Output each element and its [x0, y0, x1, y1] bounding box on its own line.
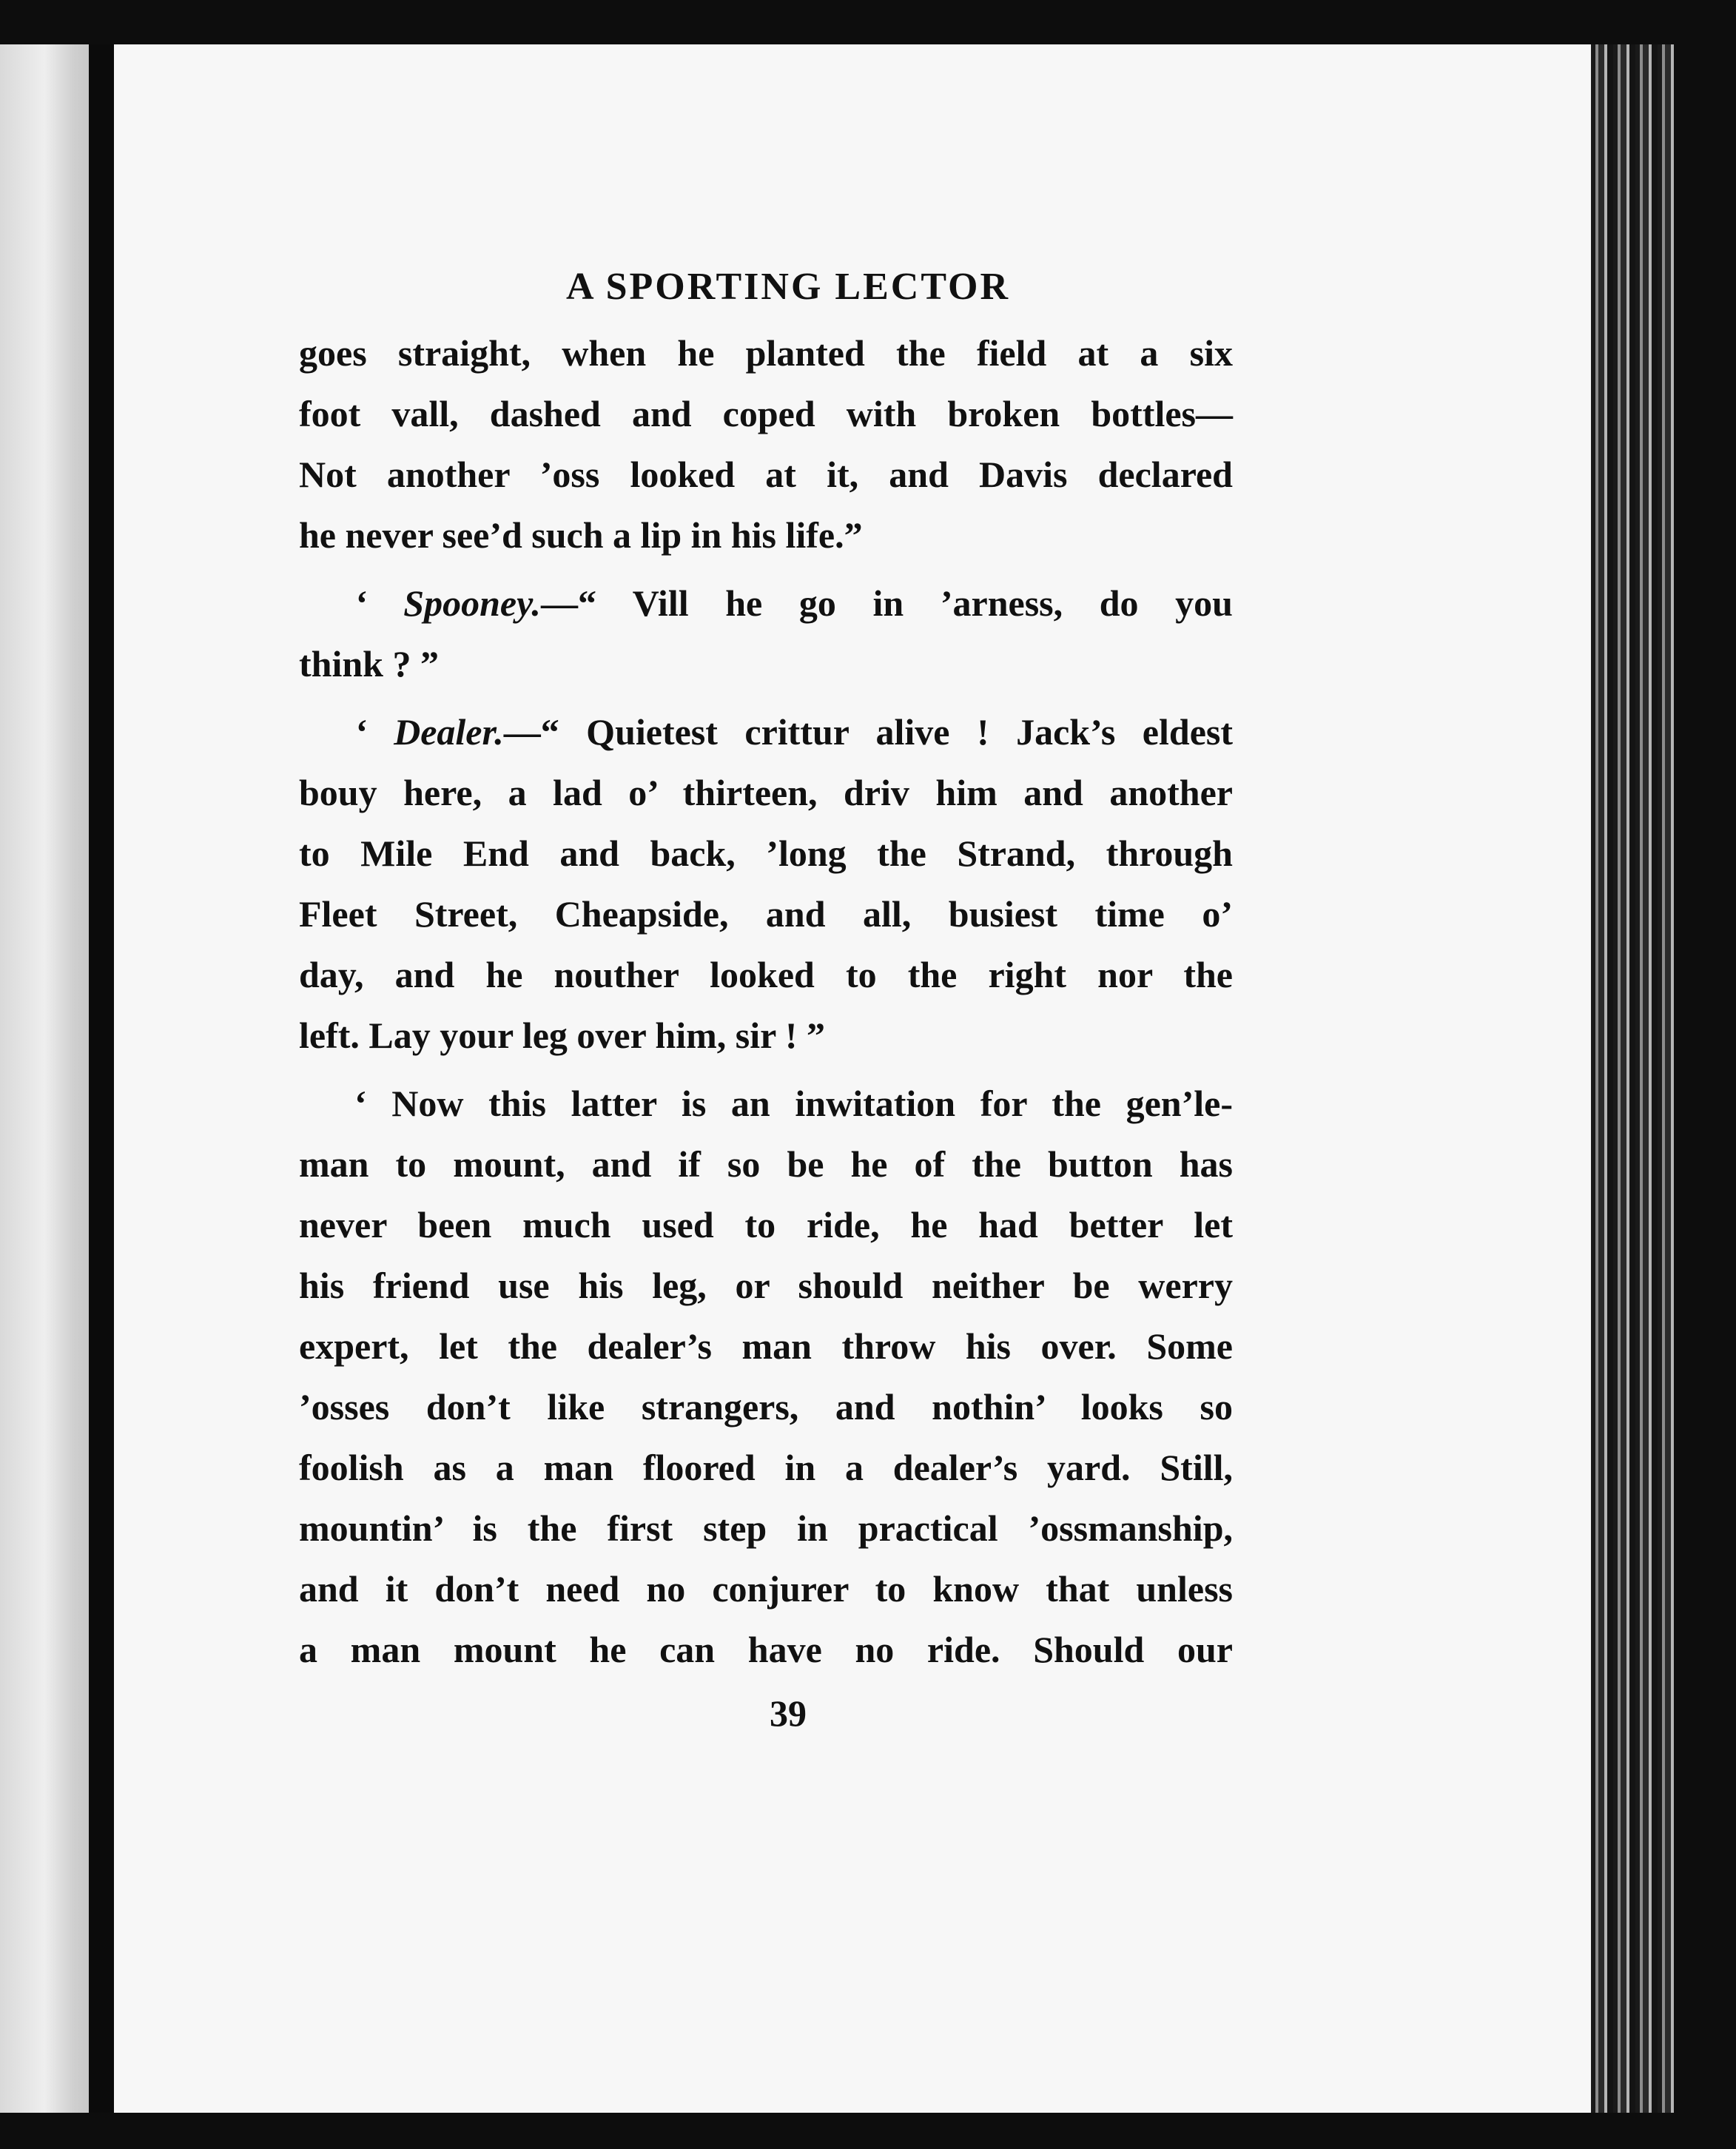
text-line: [299, 702, 1233, 762]
page-text: [299, 252, 1233, 1680]
paragraph-4: [299, 1073, 1233, 1680]
scan-border-bottom: [0, 2113, 1736, 2149]
text-line: ‘ Now this latter is an inwitation for the gen’le-: [354, 1083, 1233, 1124]
line-text: —“ Quietest crittur alive ! Jack’s eldest: [503, 711, 1233, 753]
paragraph-2: [299, 573, 1233, 694]
page-number: 39: [770, 1692, 807, 1734]
text-line: man to mount, and if so be he of the button has: [299, 1143, 1233, 1185]
text-line: to Mile End and back, ’long the Strand, through: [299, 833, 1233, 874]
line-text: —“ Vill he go in ’arness, do you: [540, 582, 1233, 624]
text-line: left. Lay your leg over him, sir ! ”: [299, 1015, 826, 1056]
text-line: never been much used to ride, he had better let: [299, 1204, 1233, 1245]
text-line: foolish as a man floored in a dealer’s yard. Still,: [299, 1447, 1233, 1488]
text-line: day, and he nouther looked to the right nor the: [299, 954, 1233, 995]
running-head: A SPORTING LECTOR: [565, 266, 1011, 308]
text-line: [299, 573, 1233, 633]
text-line: a man mount he can have no ride. Should our: [299, 1629, 1233, 1670]
text-line: Not another ’oss looked at it, and Davis declared: [299, 454, 1233, 495]
text-line: foot vall, dashed and coped with broken bottles—: [299, 393, 1233, 434]
text-line: expert, let the dealer’s man throw his over. Some: [299, 1325, 1233, 1367]
text-line: and it don’t need no conjurer to know that unless: [299, 1568, 1233, 1610]
text-line: his friend use his leg, or should neither be werry: [299, 1265, 1233, 1306]
text-line: think ? ”: [299, 643, 439, 685]
text-line: ’osses don’t like strangers, and nothin’ looks so: [299, 1386, 1233, 1427]
scan-border-right: [1674, 44, 1736, 2113]
scan-border-left: [0, 44, 89, 2113]
text-line: Fleet Street, Cheapside, and all, busiest time o’: [299, 893, 1233, 935]
speaker-name: ‘ Dealer.: [354, 711, 504, 753]
text-line: he never see’d such a lip in his life.”: [299, 514, 863, 556]
text-line: bouy here, a lad o’ thirteen, driv him and another: [299, 772, 1233, 813]
speaker-name: ‘ Spooney.: [354, 582, 541, 624]
text-line: mountin’ is the first step in practical ’ossmanship,: [299, 1507, 1233, 1549]
text-line: goes straight, when he planted the field at a six: [299, 332, 1233, 374]
scan-border-top: [0, 0, 1736, 44]
page-gutter-shadow: [89, 44, 114, 2113]
paragraph-1: [299, 323, 1233, 565]
paragraph-3: [299, 702, 1233, 1066]
